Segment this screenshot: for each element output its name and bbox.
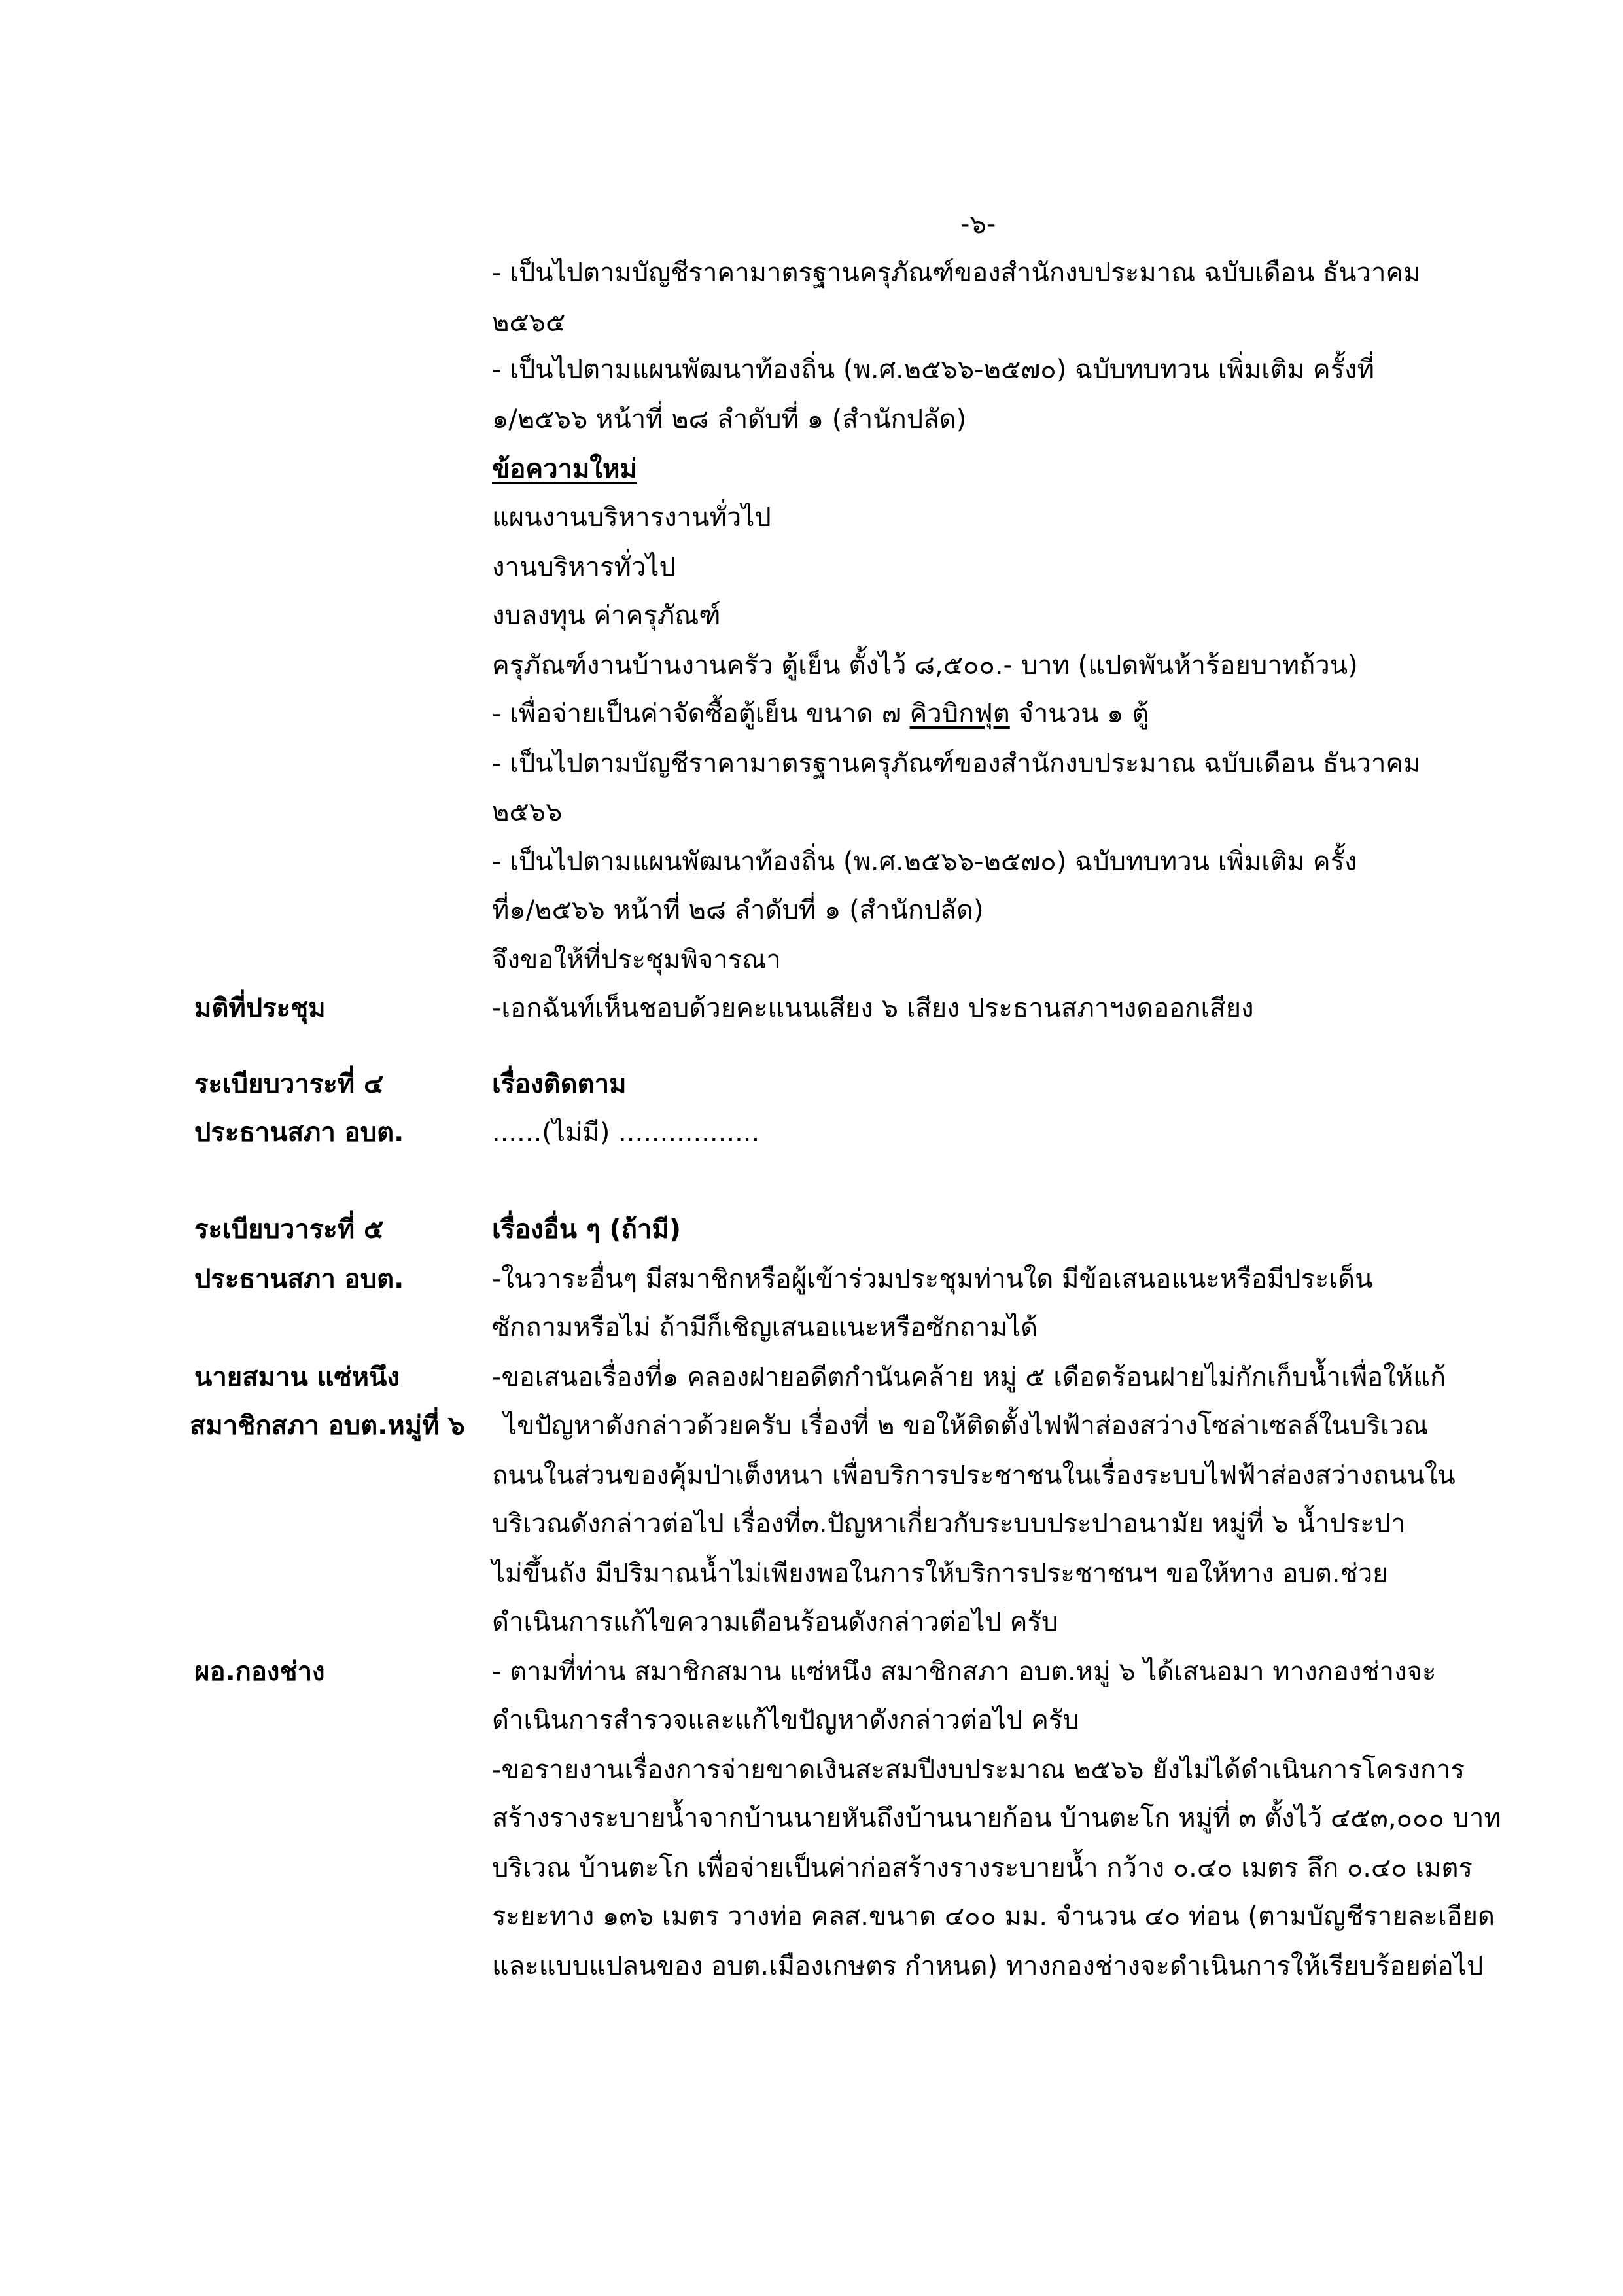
purpose-unit: คิวบิกฟุต — [909, 699, 1010, 729]
intro-line: - เป็นไปตามแผนพัฒนาท้องถิ่น (พ.ศ.๒๕๖๖-๒๕๗๐) ฉบับทบทวน เพิ่มเติม ครั้งที่ — [492, 355, 1374, 385]
purpose-suffix: จำนวน ๑ ตู้ — [1009, 699, 1149, 729]
request-line: จึงขอให้ที่ประชุมพิจารณา — [492, 945, 781, 975]
director-label: ผอ.กองช่าง — [194, 1657, 325, 1687]
director-line: และแบบแปลนของ อบต.เมืองเกษตร กำหนด) ทางกองช่างจะดำเนินการให้เรียบร้อยต่อไป — [492, 1951, 1484, 1981]
director-line: ระยะทาง ๑๓๖ เมตร วางท่อ คลส.ขนาด ๔๐๐ มม. จำนวน ๔๐ ท่อน (ตามบัญชีรายละเอียด — [492, 1901, 1495, 1932]
director-line: สร้างรางระบายน้ำจากบ้านนายหันถึงบ้านนายก้อน บ้านตะโก หมู่ที่ ๓ ตั้งไว้ ๔๕๓,๐๐๐ บาท — [492, 1803, 1501, 1833]
member-line: บริเวณดังกล่าวต่อไป เรื่องที่๓.ปัญหาเกี่ยวกับระบบประปาอนามัย หมู่ที่ ๖ น้ำประปา — [492, 1509, 1406, 1539]
purpose-line — [492, 701, 1149, 727]
new-text-heading: ข้อความใหม่ — [492, 454, 637, 484]
director-line: - ตามที่ท่าน สมาชิกสมาน แซ่หนึง สมาชิกสภา อบต.หมู่ ๖ ได้เสนอมา ทางกองช่างจะ — [492, 1657, 1437, 1687]
intro-line: ๑/๒๕๖๖ หน้าที่ ๒๘ ลำดับที่ ๑ (สำนักปลัด) — [492, 404, 967, 434]
resolution-label: มติที่ประชุม — [194, 993, 326, 1023]
reference-line: - เป็นไปตามแผนพัฒนาท้องถิ่น (พ.ศ.๒๕๖๖-๒๕๗๐) ฉบับทบทวน เพิ่มเติม ครั้ง — [492, 847, 1357, 877]
work-line: งานบริหารทั่วไป — [492, 552, 676, 582]
member-title: สมาชิกสภา อบต.หมู่ที่ ๖ — [190, 1411, 465, 1441]
director-line: -ขอรายงานเรื่องการจ่ายขาดเงินสะสมปีงบประมาณ ๒๕๖๖ ยังไม่ได้ดำเนินการโครงการ — [492, 1755, 1465, 1785]
director-line: บริเวณ บ้านตะโก เพื่อจ่ายเป็นค่าก่อสร้างรางระบายน้ำ กว้าง ๐.๔๐ เมตร ลึก ๐.๔๐ เมตร — [492, 1853, 1473, 1883]
member-line: ถนนในส่วนของคุ้มป่าเต็งหนา เพื่อบริการประชาชนในเรื่องระบบไฟฟ้าส่องสว่างถนนใน — [492, 1460, 1456, 1491]
intro-line: - เป็นไปตามบัญชีราคามาตรฐานครุภัณฑ์ของสำนักงบประมาณ ฉบับเดือน ธันวาคม — [492, 258, 1421, 288]
agenda-5-title: เรื่องอื่น ๆ (ถ้ามี) — [492, 1214, 682, 1245]
member-line: ไขปัญหาดังกล่าวด้วยครับ เรื่องที่ ๒ ขอให้ติดตั้งไฟฟ้าส่องสว่างโซล่าเซลล์ในบริเวณ — [504, 1411, 1429, 1441]
agenda-4-text: ......(ไม่มี) ................. — [492, 1118, 760, 1148]
member-line: ดำเนินการแก้ไขความเดือนร้อนดังกล่าวต่อไป ครับ — [492, 1607, 1058, 1637]
item-line: ครุภัณฑ์งานบ้านงานครัว ตู้เย็น ตั้งไว้ ๘,๕๐๐.- บาท (แปดพันห้าร้อยบาทถ้วน) — [492, 650, 1358, 680]
agenda-5-speaker: ประธานสภา อบต. — [194, 1264, 404, 1294]
intro-line: ๒๕๖๕ — [492, 308, 566, 338]
resolution-text: -เอกฉันท์เห็นชอบด้วยคะแนนเสียง ๖ เสียง ประธานสภาฯงดออกเสียง — [492, 993, 1254, 1023]
member-name: นายสมาน แซ่หนึง — [194, 1362, 400, 1392]
reference-line: - เป็นไปตามบัญชีราคามาตรฐานครุภัณฑ์ของสำนักงบประมาณ ฉบับเดือน ธันวาคม — [492, 749, 1421, 779]
reference-line: ๒๕๖๖ — [492, 797, 563, 827]
agenda-4-label: ระเบียบวาระที่ ๔ — [194, 1069, 384, 1099]
director-line: ดำเนินการสำรวจและแก้ไขปัญหาดังกล่าวต่อไป ครับ — [492, 1705, 1079, 1735]
page-number: -๖- — [960, 209, 996, 239]
member-line: ไม่ขึ้นถัง มีปริมาณน้ำไม่เพียงพอในการให้บริการประชาชนฯ ขอให้ทาง อบต.ช่วย — [492, 1559, 1388, 1589]
agenda-5-label: ระเบียบวาระที่ ๕ — [194, 1214, 384, 1245]
agenda-5-line: -ในวาระอื่นๆ มีสมาชิกหรือผู้เข้าร่วมประชุมท่านใด มีข้อเสนอแนะหรือมีประเด็น — [492, 1264, 1373, 1294]
agenda-4-title: เรื่องติดตาม — [492, 1069, 627, 1099]
agenda-5-line: ซักถามหรือไม่ ถ้ามีก็เชิญเสนอแนะหรือซักถามได้ — [492, 1313, 1038, 1343]
purpose-prefix: - เพื่อจ่ายเป็นค่าจัดซื้อตู้เย็น ขนาด ๗ — [492, 699, 910, 729]
agenda-4-speaker: ประธานสภา อบต. — [194, 1118, 404, 1148]
budget-line: งบลงทุน ค่าครุภัณฑ์ — [492, 601, 721, 631]
member-line: -ขอเสนอเรื่องที่๑ คลองฝายอดีตกำนันคล้าย หมู่ ๕ เดือดร้อนฝายไม่กักเก็บน้ำเพื่อให้แก้ — [492, 1362, 1446, 1392]
plan-line: แผนงานบริหารงานทั่วไป — [492, 503, 771, 533]
reference-line: ที่๑/๒๕๖๖ หน้าที่ ๒๘ ลำดับที่ ๑ (สำนักปลัด) — [492, 895, 984, 925]
